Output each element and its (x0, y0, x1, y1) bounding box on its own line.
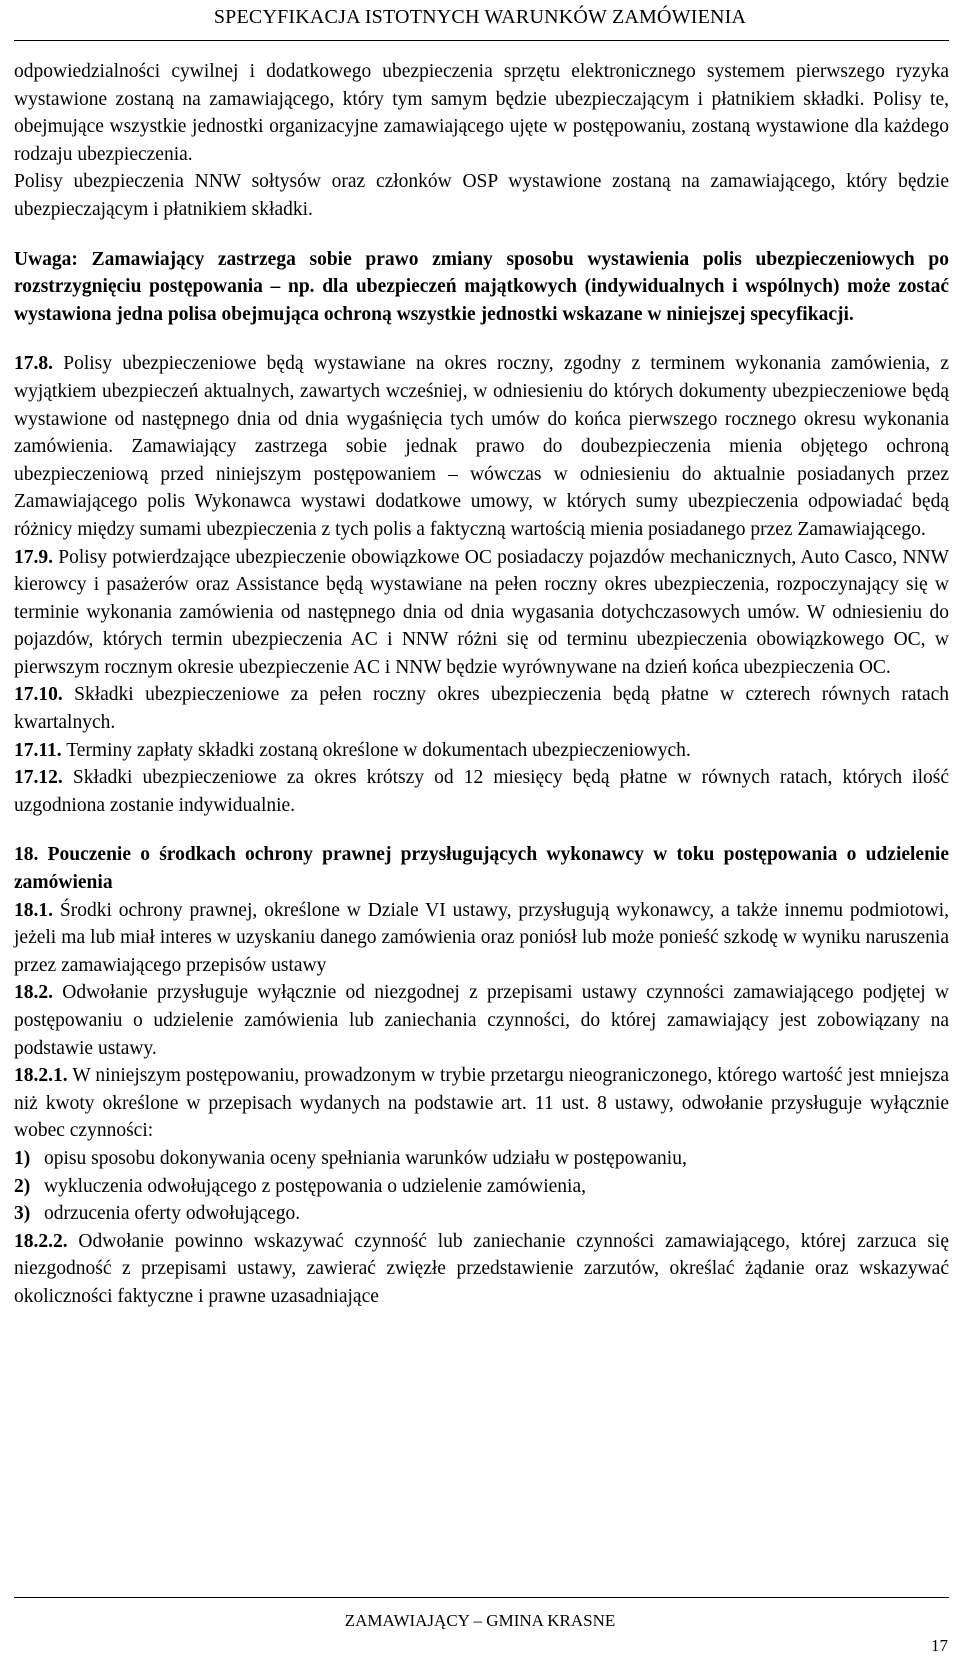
section-number: 18.2.2. (14, 1230, 68, 1252)
section-number: 18.2. (14, 982, 53, 1004)
page-header: SPECYFIKACJA ISTOTNYCH WARUNKÓW ZAMÓWIENIA (213, 6, 747, 28)
list-number: 2) (14, 1175, 31, 1197)
section-text: Składki ubezpieczeniowe za pełen roczny okres ubezpieczenia będą płatne w czterech równych ratach kwartalnych. (14, 684, 950, 734)
section-17-11 (14, 737, 949, 765)
section-18-2-1 (14, 1062, 949, 1145)
section-17-8 (14, 350, 949, 543)
header-divider (14, 40, 949, 41)
section-number: 17.9. (14, 546, 53, 568)
list-item (14, 1200, 949, 1228)
section-text: Polisy ubezpieczeniowe będą wystawiane na okres roczny, zgodny z terminem wykonania zamówienia, z wyjątkiem ubezpieczeń aktualnych, zawartych wcześniej, w odniesieniu do których dokumenty ubezpieczeniowe będą wystawione od następnego dnia od dnia wygaśnięcia tych umów do końca pierwszego rocznego okresu wykonania zamówienia. Zamawiający zastrzega sobie jednak prawo do doubezpieczenia mienia objętego ochroną ubezpieczeniową przed niniejszym postępowaniem – wówczas w odniesieniu do aktualnie posiadanych przez Zamawiającego polis Wykonawca wystawi dodatkowe umowy, w których sumy ubezpieczenia odpowiadać będą różnicy między sumami ubezpieczenia z tych polis a faktyczną wartością mienia posiadanego przez Zamawiającego. (14, 353, 949, 540)
list-text: wykluczenia odwołującego z postępowania o udzielenie zamówienia, (44, 1175, 587, 1197)
list-item (14, 1173, 949, 1201)
section-18-heading (14, 841, 949, 896)
section-text: Polisy potwierdzające ubezpieczenie obowiązkowe OC posiadaczy pojazdów mechanicznych, Auto Casco, NNW kierowcy i pasażerów oraz Assistance będą wystawiane na pełen roczny okres ubezpieczenia, rozpoczynający się w terminie wykonania zamówienia od następnego dnia od dnia wygasania dotychczasowych umów. W odniesieniu do pojazdów, których termin ubezpieczenia AC i NNW różni się od terminu ubezpieczenia obowiązkowego OC, w pierwszym rocznym okresie ubezpieczenie AC i NNW będzie wyrównywane na dzień końca ubezpieczenia OC. (14, 546, 950, 678)
section-title: Pouczenie o środkach ochrony prawnej przysługujących wykonawcy w toku postępowania o udzielenie zamówienia (14, 844, 950, 894)
paragraph-nnw-policies: Polisy ubezpieczenia NNW sołtysów oraz członków OSP wystawione zostaną na zamawiającego, który będzie ubezpieczającym i płatnikiem składki. (14, 171, 949, 220)
section-number: 17.12. (14, 767, 63, 789)
section-number: 18.2.1. (14, 1065, 68, 1087)
paragraph-policies-intro: odpowiedzialności cywilnej i dodatkowego ubezpieczenia sprzętu elektronicznego systemem pierwszego ryzyka wystawione zostaną na zamawiającego, który tym samym będzie ubezpieczającym i płatnikiem składki. Polisy te, obejmujące wszystkie jednostki organizacyjne zamawiającego ujęte w postępowaniu, zostaną wystawione dla każdego rodzaju ubezpieczenia. (14, 61, 949, 165)
section-text: Odwołanie przysługuje wyłącznie od niezgodnej z przepisami ustawy czynności zamawiającego podjętej w postępowaniu o udzielenie zamówienia lub zaniechania czynności, do której zamawiający jest zobowiązany na podstawie ustawy. (14, 982, 949, 1059)
section-number: 17.11. (14, 739, 62, 761)
note-uwaga: Uwaga: Zamawiający zastrzega sobie prawo zmiany sposobu wystawienia polis ubezpieczeniowych po rozstrzygnięciu postępowania – np. dla ubezpieczeń majątkowych (indywidualnych i wspólnych) może zostać wystawiona jedna polisa obejmująca ochroną wszystkie jednostki wskazane w niniejszej specyfikacji. (14, 248, 949, 325)
section-text: Środki ochrony prawnej, określone w Dziale VI ustawy, przysługują wykonawcy, a także innemu podmiotowi, jeżeli ma lub miał interes w uzyskaniu danego zamówienia oraz poniósł lub może ponieść szkodę w wyniku naruszenia przez zamawiającego przepisów ustawy (14, 899, 950, 976)
section-text: Terminy zapłaty składki zostaną określone w dokumentach ubezpieczeniowych. (66, 739, 691, 761)
section-18-2 (14, 979, 949, 1062)
section-number: 18.1. (14, 899, 53, 921)
section-17-12 (14, 764, 949, 819)
section-18-2-2 (14, 1228, 949, 1311)
section-number: 18. (14, 844, 39, 866)
footer-divider (14, 1597, 949, 1598)
page-number: 17 (931, 1636, 948, 1655)
section-text: Odwołanie powinno wskazywać czynność lub zaniechanie czynności zamawiającego, której zarzuca się niezgodność z przepisami ustawy, zawierać zwięzłe przedstawienie zarzutów, określać żądanie oraz wskazywać okoliczności faktyczne i prawne uzasadniające (14, 1230, 949, 1307)
section-text: W niniejszym postępowaniu, prowadzonym w trybie przetargu nieograniczonego, którego wartość jest mniejsza niż kwoty określone w przepisach wydanych na podstawie art. 11 ust. 8 ustawy, odwołanie przysługuje wyłącznie wobec czynności: (14, 1065, 949, 1142)
list-text: opisu sposobu dokonywania oceny spełniania warunków udziału w postępowaniu, (44, 1147, 687, 1169)
section-text: Składki ubezpieczeniowe za okres krótszy od 12 miesięcy będą płatne w równych ratach, których ilość uzgodniona zostanie indywidualnie. (14, 767, 950, 816)
section-17-9 (14, 544, 949, 682)
page-footer: ZAMAWIAJĄCY – GMINA KRASNE (344, 1611, 616, 1630)
section-17-10 (14, 681, 949, 736)
list-number: 1) (14, 1147, 31, 1169)
section-18-1 (14, 897, 949, 980)
list-number: 3) (14, 1203, 31, 1225)
section-number: 17.10. (14, 684, 63, 706)
list-item (14, 1145, 949, 1173)
section-number: 17.8. (14, 353, 53, 375)
document-body (14, 58, 949, 1311)
list-text: odrzucenia oferty odwołującego. (44, 1203, 301, 1225)
